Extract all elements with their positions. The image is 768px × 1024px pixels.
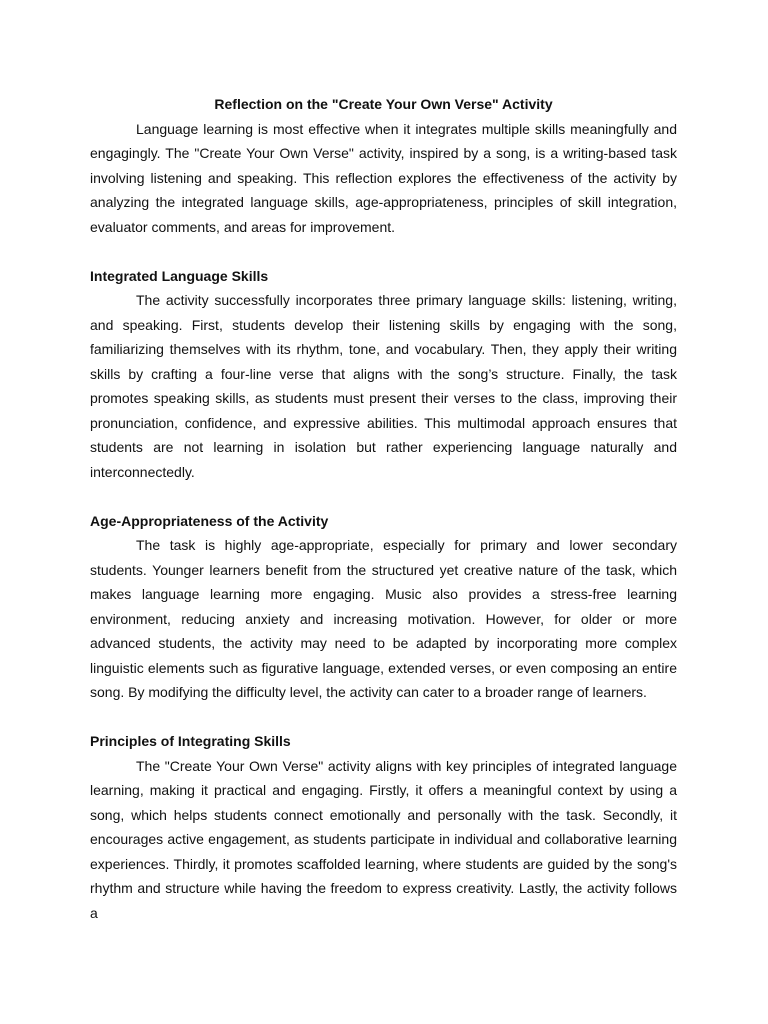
section-heading-principles: Principles of Integrating Skills [90, 733, 291, 749]
section-heading-age-appropriateness: Age-Appropriateness of the Activity [90, 512, 329, 529]
section-body-age-appropriateness: The task is highly age-appropriate, especially for primary and lower secondary students. Younger learners benefit from the structured yet creative nature of the task, which makes language learning more engaging. Music also provides a stress-free learning environment, reducing anxiety and increasing motivation. However, for older or more advanced students, the activity may need to be adapted by incorporating more complex linguistic elements such as figurative language, extended verses, or even composing an entire song. By modifying the difficulty level, the activity can cater to a broader range of learners. [90, 537, 677, 700]
intro-paragraph: Language learning is most effective when it integrates multiple skills meaningfully and engagingly. The "Create Your Own Verse" activity, inspired by a song, is a writing-based task involving listening and speaking. This reflection explores the effectiveness of the activity by analyzing the integrated language skills, age-appropriateness, principles of skill integration, evaluator comments, and areas for improvement. [90, 120, 677, 235]
section-heading-integrated-skills: Integrated Language Skills [90, 267, 269, 284]
document-title: Reflection on the "Create Your Own Verse" Activity [214, 96, 553, 112]
section-body-integrated-skills: The activity successfully incorporates three primary language skills: listening, writing, and speaking. First, students develop their listening skills by engaging with the song, familiarizing themselves with its rhythm, tone, and vocabulary. Then, they apply their writing skills by crafting a four-line verse that aligns with the song’s structure. Finally, the task promotes speaking skills, as students must present their verses to the class, improving their pronunciation, confidence, and expressive abilities. This multimodal approach ensures that students are not learning in isolation but rather experiencing language naturally and interconnectedly. [90, 292, 677, 480]
section-body-principles: The "Create Your Own Verse" activity aligns with key principles of integrated language learning, making it practical and engaging. Firstly, it offers a meaningful context by using a song, which helps students connect emotionally and personally with the task. Secondly, it encourages active engagement, as students participate in individual and collaborative learning experiences. Thirdly, it promotes scaffolded learning, where students are guided by the song's rhythm and structure while having the freedom to express creativity. Lastly, the activity follows a [90, 757, 677, 921]
document-page [90, 92, 677, 925]
